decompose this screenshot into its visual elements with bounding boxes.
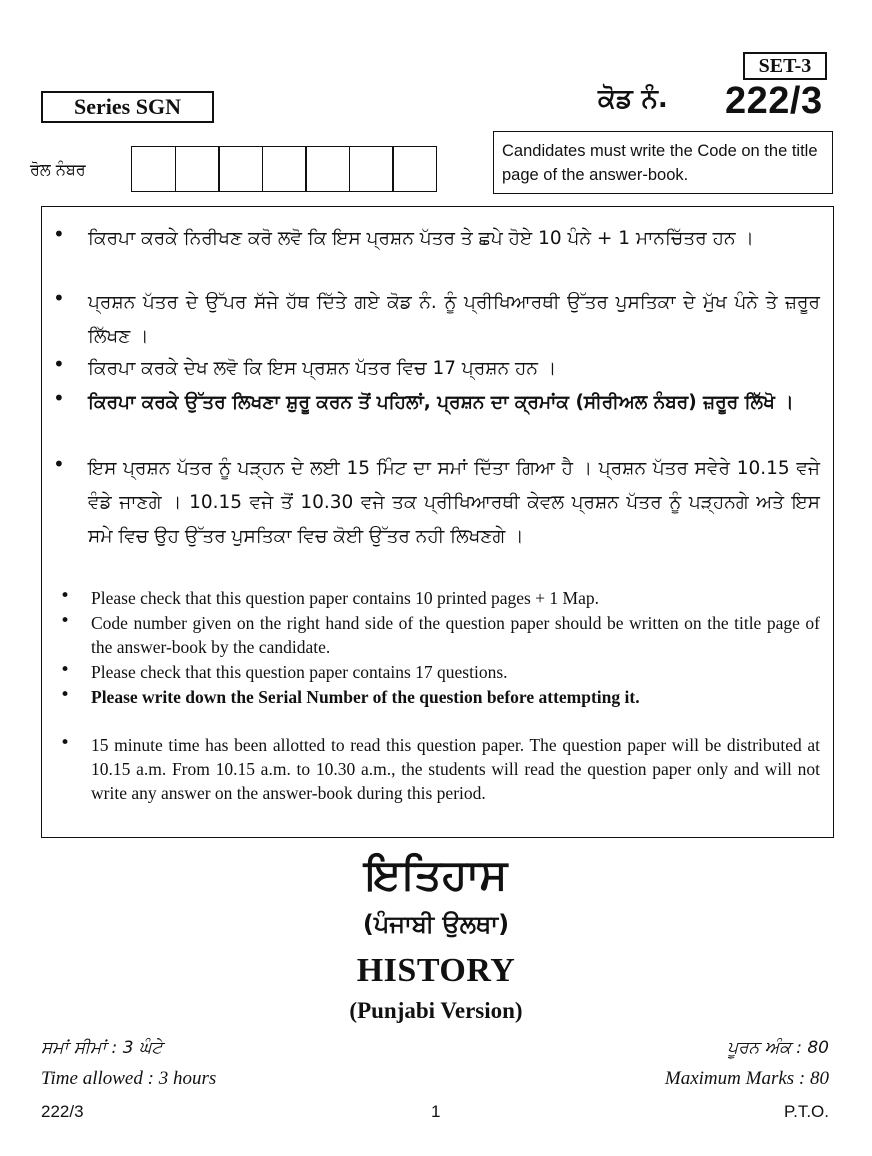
bullet: • — [60, 586, 71, 606]
page-number: 1 — [431, 1102, 441, 1121]
instruction-text: ਕਿਰਪਾ ਕਰਕੇ ਨਿਰੀਖਣ ਕਰੋ ਲਵੋ ਕਿ ਇਸ ਪ੍ਰਸ਼ਨ ਪੱਤਰ ਤੇ ਛਪੇ ਹੋਏ 10 ਪੰਨੇ + 1 ਮਾਨਚਿੱਤਰ ਹਨ । — [88, 228, 754, 249]
version-title-english: (Punjabi Version) — [349, 998, 523, 1023]
roll-number-box — [392, 146, 437, 192]
bullet: • — [60, 733, 71, 753]
instruction-text: ਪ੍ਰਸ਼ਨ ਪੱਤਰ ਦੇ ਉੱਪਰ ਸੱਜੇ ਹੱਥ ਦਿੱਤੇ ਗਏ ਕੋਡ ਨੰ. ਨੂੰ ਪ੍ਰੀਖਿਆਰਥੀ ਉੱਤਰ ਪੁਸਤਿਕਾ ਦੇ ਮੁੱਖ ਪੰਨੇ ਤੇ ਜ਼ਰੂਰ ਲਿੱਖਣ । — [88, 292, 820, 347]
roll-number-box — [218, 146, 263, 192]
roll-number-box — [262, 146, 307, 192]
roll-number-box — [305, 146, 350, 192]
bullet: • — [53, 386, 65, 410]
roll-number-box — [131, 146, 176, 192]
instruction-text: ਕਿਰਪਾ ਕਰਕੇ ਦੇਖ ਲਵੋ ਕਿ ਇਸ ਪ੍ਰਸ਼ਨ ਪੱਤਰ ਵਿਚ 17 ਪ੍ਰਸ਼ਨ ਹਨ । — [88, 358, 557, 379]
maximum-marks-punjabi: ਪੂਰਨ ਅੰਕ : 80 — [727, 1038, 829, 1058]
bullet: • — [53, 452, 65, 476]
time-allowed-punjabi: ਸਮਾਂ ਸੀਮਾਂ : 3 ਘੰਟੇ — [41, 1038, 163, 1058]
instruction-text: ਇਸ ਪ੍ਰਸ਼ਨ ਪੱਤਰ ਨੂੰ ਪੜ੍ਹਨ ਦੇ ਲਈ 15 ਮਿੰਟ ਦਾ ਸਮਾਂ ਦਿੱਤਾ ਗਿਆ ਹੈ । ਪ੍ਰਸ਼ਨ ਪੱਤਰ ਸਵੇਰੇ 10.15 ਵਜੇ ਵੰਡੇ ਜਾਣਗੇ । 10.15 ਵਜੇ ਤੋਂ 10.30 ਵਜੇ ਤਕ ਪ੍ਰੀਖਿਆਰਥੀ ਕੇਵਲ ਪ੍ਰਸ਼ਨ ਪੱਤਰ ਨੂੰ ਪੜ੍ਹਨਗੇ ਅਤੇ ਇਸ ਸਮੇ ਵਿਚ ਉਹ ਉੱਤਰ ਪੁਸਤਿਕਾ ਵਿਚ ਕੋਈ ਉੱਤਰ ਨਹੀ ਲਿਖਣਗੇ । — [88, 458, 820, 547]
roll-number-box — [349, 146, 394, 192]
instruction-text: Please check that this question paper contains 10 printed pages + 1 Map. — [91, 588, 600, 608]
roll-number-boxes — [131, 146, 437, 192]
roll-number-box — [175, 146, 220, 192]
candidate-note-box: Candidates must write the Code on the title page of the answer-book. — [493, 131, 833, 194]
footer-code: 222/3 — [41, 1102, 84, 1121]
roll-number-label: ਰੋਲ ਨੰਬਰ — [30, 160, 86, 179]
bullet: • — [53, 352, 65, 376]
code-value: 222/3 — [725, 80, 823, 122]
maximum-marks-english: Maximum Marks : 80 — [664, 1068, 829, 1089]
series-label: Series SGN — [41, 91, 214, 123]
bullet: • — [53, 286, 65, 310]
instruction-text: Please write down the Serial Number of the question before attempting it. — [91, 687, 640, 707]
bullet: • — [60, 611, 71, 631]
subject-title-punjabi: ਇਤਿਹਾਸ — [364, 850, 508, 899]
instruction-text: ਕਿਰਪਾ ਕਰਕੇ ਉੱਤਰ ਲਿਖਣਾ ਸ਼ੁਰੂ ਕਰਨ ਤੋਂ ਪਹਿਲਾਂ, ਪ੍ਰਸ਼ਨ ਦਾ ਕ੍ਰਮਾਂਕ (ਸੀਰੀਅਲ ਨੰਬਰ) ਜ਼ਰੂਰ ਲਿੱਖੋ । — [88, 392, 794, 413]
set-label: SET-3 — [743, 52, 827, 80]
bullet: • — [53, 222, 65, 246]
pto-label: P.T.O. — [783, 1102, 829, 1121]
bullet: • — [60, 685, 71, 705]
subject-title-english: HISTORY — [356, 952, 516, 989]
version-title-punjabi: (ਪੰਜਾਬੀ ਉਲਥਾ) — [362, 910, 510, 938]
code-label: ਕੋਡ ਨੰ. — [598, 84, 668, 114]
instruction-text: 15 minute time has been allotted to read this question paper. The question paper will be distributed at 10.15 a.m. From 10.15 a.m. to 10.30 a.m., the students will read the question paper only and will not write any answer on the answer-book during this period. — [91, 735, 820, 803]
time-allowed-english: Time allowed : 3 hours — [41, 1068, 217, 1089]
instruction-text: Code number given on the right hand side of the question paper should be written on the title page of the answer-book by the candidate. — [91, 613, 820, 657]
bullet: • — [60, 660, 71, 680]
instruction-text: Please check that this question paper contains 17 questions. — [91, 662, 508, 682]
